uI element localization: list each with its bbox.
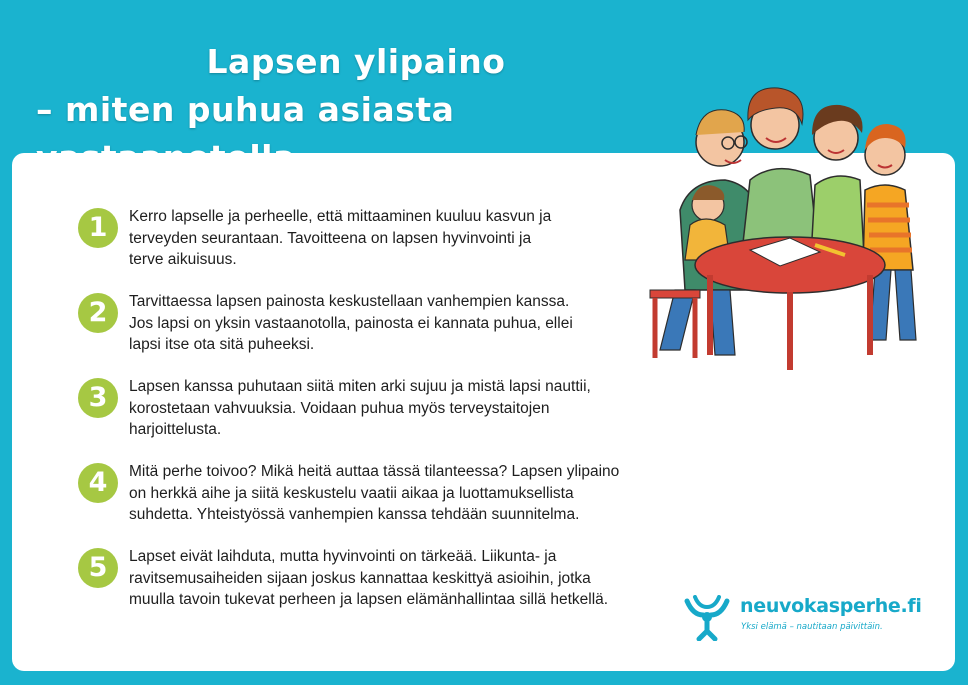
brand-slogan: Yksi elämä – nautitaan päivittäin. (741, 622, 883, 632)
step-number: 4 (78, 463, 118, 503)
family-at-table-illustration (640, 80, 940, 380)
neuvokas-figure-icon (683, 595, 731, 641)
step-number: 2 (78, 293, 118, 333)
step-text: Kerro lapselle ja perheelle, että mittaaminen kuuluu kasvun ja terveyden seurantaan. Tavoitteena on lapsen hyvinvointi ja terve aikuisuus. (129, 208, 552, 268)
brand-logo[interactable] (683, 595, 943, 645)
step-number: 5 (78, 548, 118, 588)
title-line-2: – miten puhua asiasta (36, 90, 455, 129)
step-text: Lapset eivät laihduta, mutta hyvinvointi on tärkeää. Liikunta- ja ravitsemusaiheiden sijaan joskus kannattaa keskittyä asioihin, jotka muulla tavoin tukevat perheen ja lapsen elämänhallintaa sillä hetkellä. (129, 548, 609, 608)
step-text: Tarvittaessa lapsen painosta keskustellaan vanhempien kanssa. Jos lapsi on yksin vastaanotolla, painosta ei kannata puhua, ellei lapsi itse ota sitä puheeksi. (129, 293, 573, 353)
step-number: 3 (78, 378, 118, 418)
step-text: Mitä perhe toivoo? Mikä heitä auttaa tässä tilanteessa? Lapsen ylipaino on herkkä aihe ja siitä keskustelu vaatii aikaa ja luottamuksellista suhdetta. Yhteistyössä vanhempien kanssa tehdään suunnitelma. (129, 463, 620, 523)
title-line-1: Lapsen ylipaino (206, 42, 506, 81)
brand-name: neuvokasperhe.fi (740, 595, 922, 617)
step-number: 1 (78, 208, 118, 248)
step-text: Lapsen kanssa puhutaan siitä miten arki sujuu ja mistä lapsi nauttii, korostetaan vahvuuksia. Voidaan puhua myös terveystaitojen harjoittelusta. (129, 378, 591, 438)
